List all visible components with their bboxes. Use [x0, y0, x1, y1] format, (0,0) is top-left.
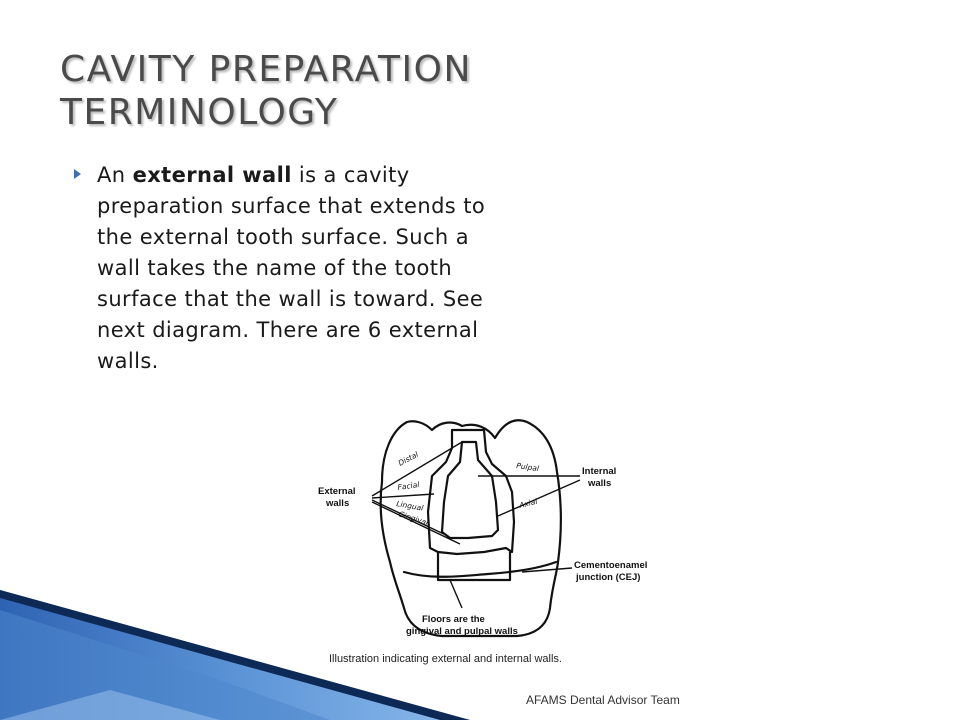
label-facial: Facial	[397, 480, 420, 492]
slide-title	[60, 48, 680, 134]
bullet-emphasis: external wall	[132, 163, 292, 187]
label-cej-1: Cementoenamel	[574, 560, 648, 571]
figure-caption: Illustration indicating external and internal walls.	[329, 653, 562, 665]
label-internal-walls-1: Internal	[582, 466, 617, 477]
label-distal: Distal	[396, 449, 420, 468]
label-floors-1: Floors are the	[422, 614, 485, 625]
label-cej-2: junction (CEJ)	[576, 572, 641, 583]
label-lingual: Lingual	[395, 499, 425, 513]
footer-text: AFAMS Dental Advisor Team	[526, 693, 680, 707]
bullet-prefix: An	[97, 163, 133, 187]
label-external-walls-2: walls	[326, 498, 350, 509]
corner-decoration	[0, 590, 470, 720]
label-axial: Axial	[518, 496, 539, 510]
bullet-rest: is a cavity preparation surface that extends to the external tooth surface. Such a wall takes the name of the tooth surface that the wall is toward. See next diagram. There are 6 external walls.	[97, 163, 486, 373]
label-external-walls-1: External	[318, 486, 356, 497]
label-internal-walls-2: walls	[588, 478, 612, 489]
cavity-inner-wall	[442, 442, 498, 538]
label-gingival: Gingival	[397, 509, 430, 528]
label-floors-2: gingival and pulpal walls	[406, 626, 518, 637]
title-line-2: TERMINOLOGY	[60, 92, 339, 133]
bullet-item	[74, 160, 494, 377]
title-line-1: CAVITY PREPARATION	[60, 49, 472, 90]
bullet-text	[97, 160, 494, 377]
cej-line	[404, 562, 556, 577]
label-pulpal: Pulpal	[515, 461, 540, 474]
bullet-arrow-icon	[74, 169, 81, 179]
